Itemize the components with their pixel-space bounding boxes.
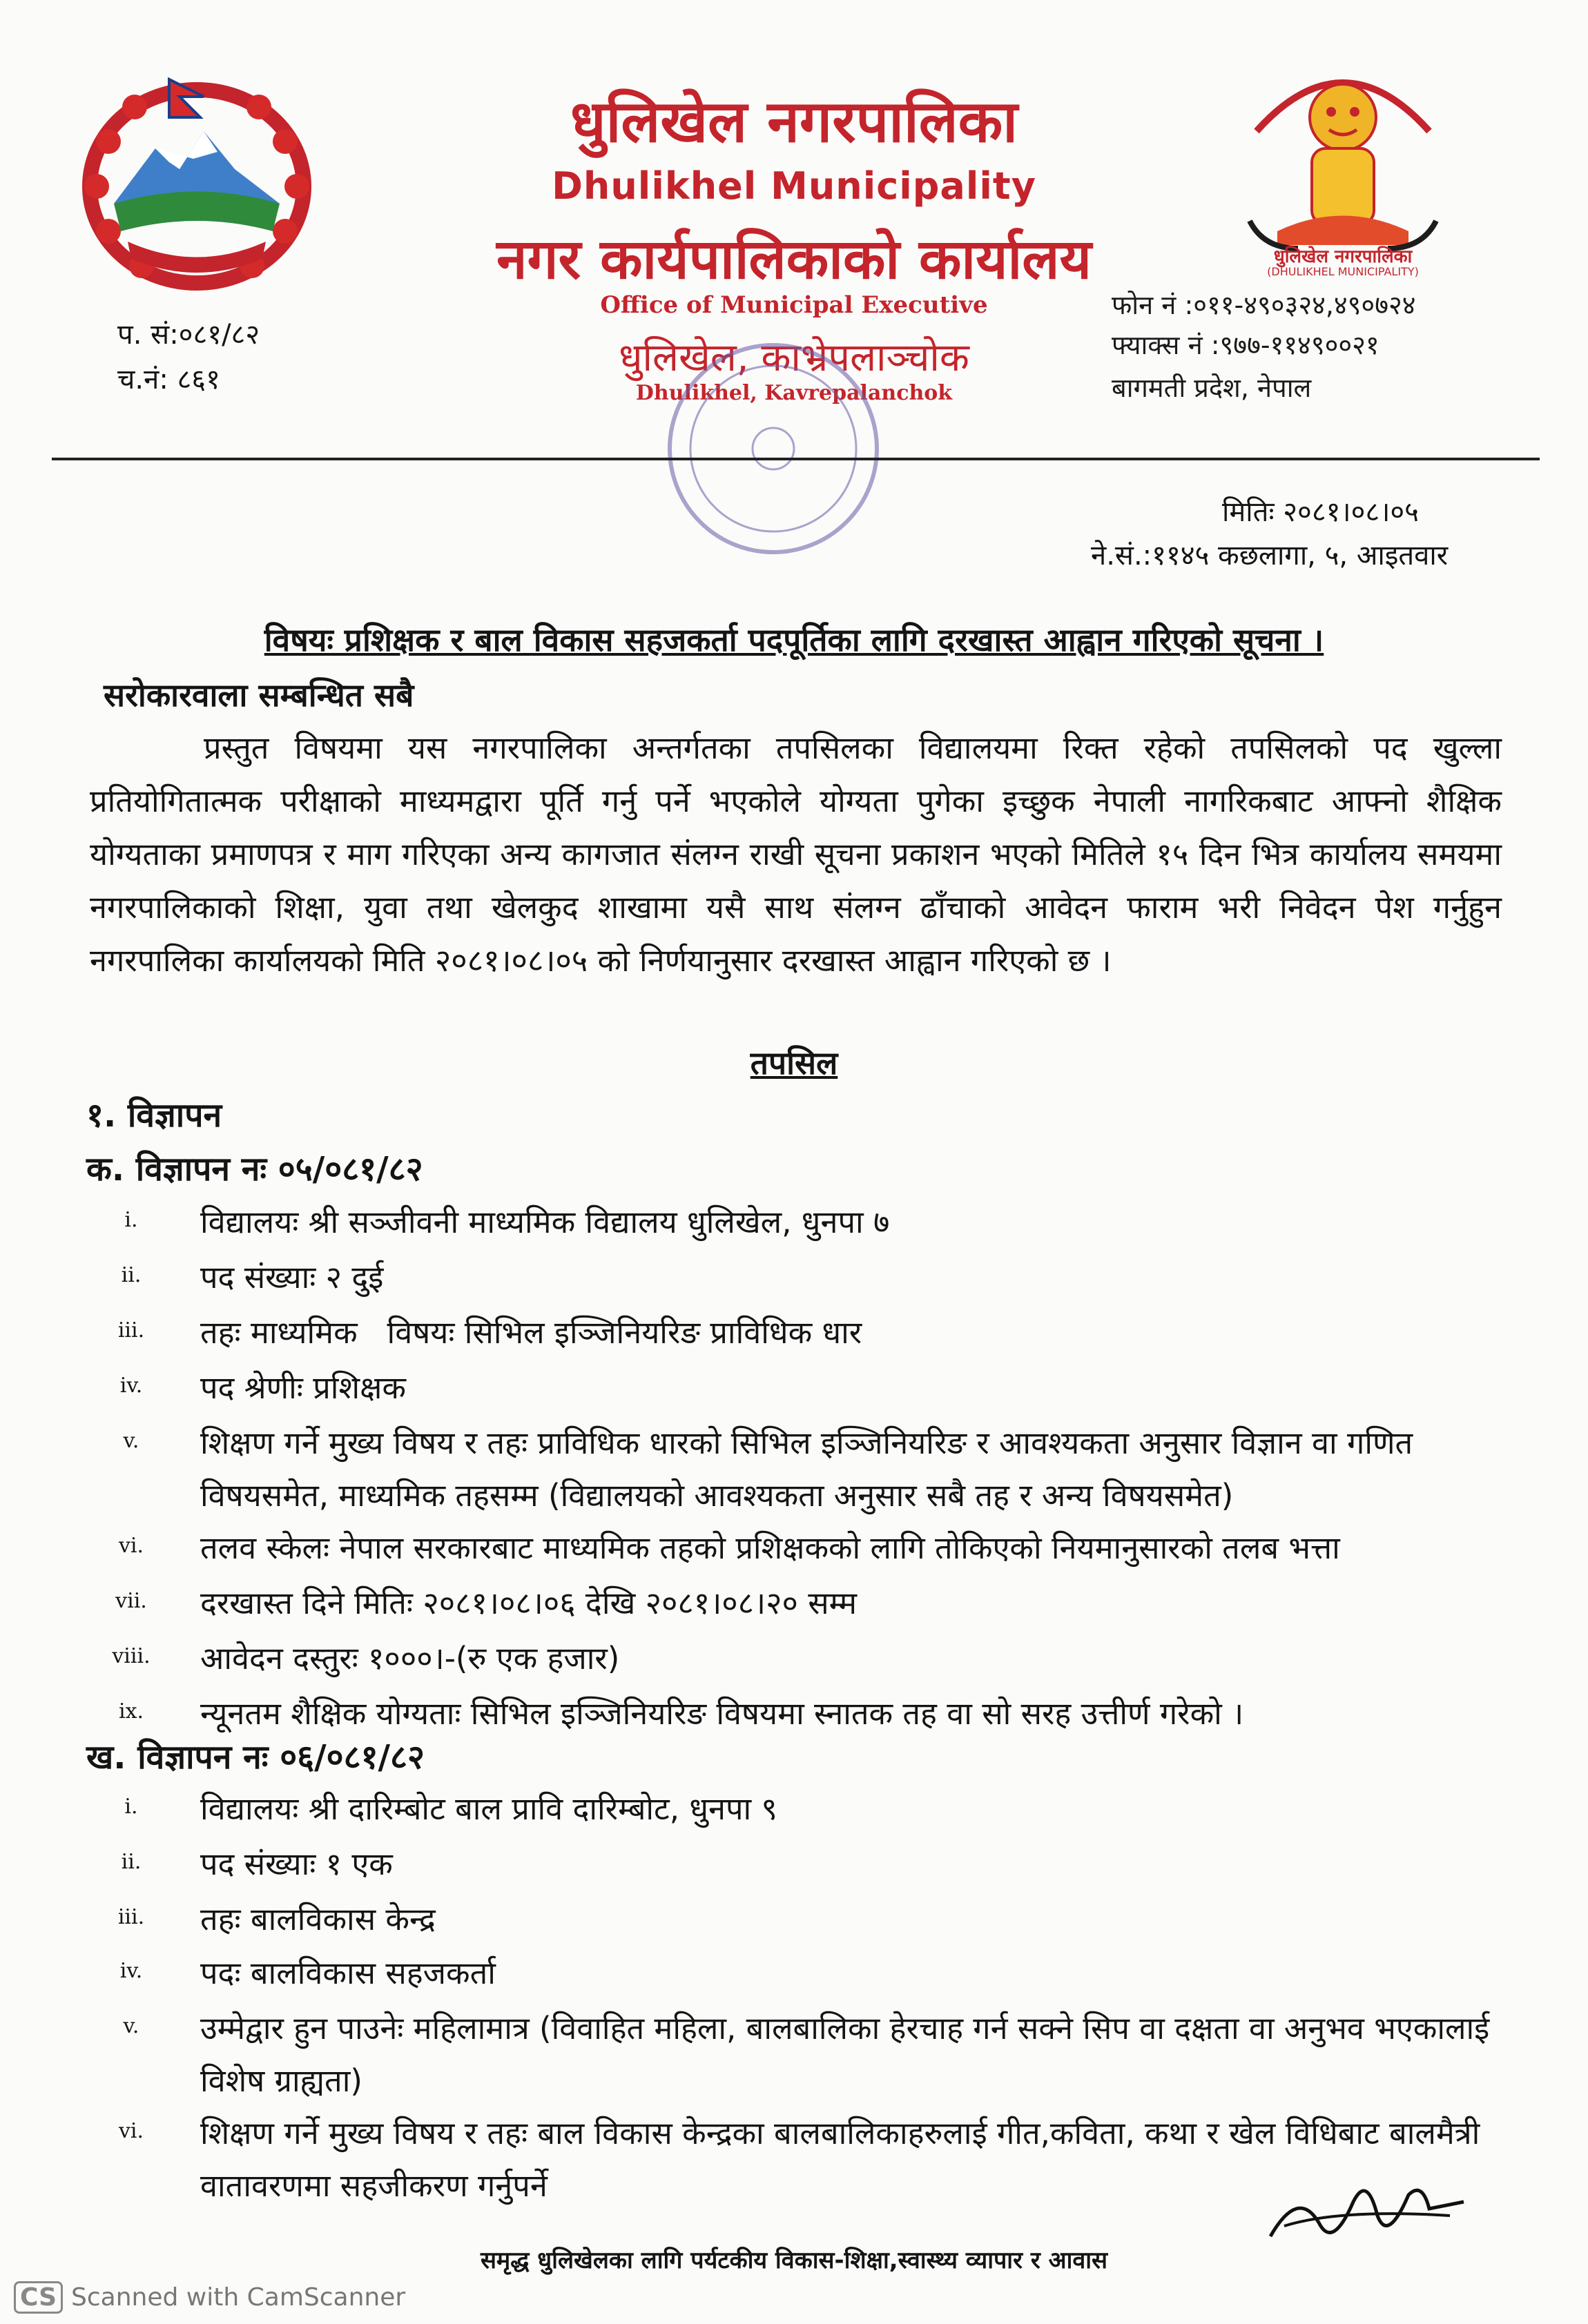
list-item: न्यूनतम शैक्षिक योग्यताः सिभिल इञ्जिनियरिङ विषयमा स्नातक तह वा सो सरह उत्तीर्ण गरेको । [200, 1695, 1244, 1732]
list-item-number: iv. [119, 1959, 143, 1983]
list-item: विद्यालयः श्री सञ्जीवनी माध्यमिक विद्यालय धुलिखेल, धुनपा ७ [200, 1204, 890, 1240]
office-name-english: Office of Municipal Executive [600, 291, 988, 319]
list-item: पद श्रेणीः प्रशिक्षक [200, 1369, 406, 1406]
list-item-number: vii. [115, 1589, 147, 1613]
list-item: शिक्षण गर्ने मुख्य विषय र तहः प्राविधिक धारको सिभिल इञ्जिनियरिङ र आवश्यकता अनुसार विज्ञान वा गणित विषयसमेत, माध्यमिक तहसम्म (विद्यालयको आवश्यकता अनुसार सबै तह र अन्य विषयसमेत) [200, 1425, 1413, 1514]
list-item-number: vi. [118, 1534, 144, 1558]
advertisement-title: क. विज्ञापन नः ०५/०८१/८२ [86, 1150, 423, 1189]
office-stamp [621, 324, 925, 573]
camscanner-watermark [14, 2281, 405, 2314]
nepal-sambat-date: ने.सं.:११४५ कछलागा, ५, आइतवार [1091, 540, 1449, 572]
list-item: दरखास्त दिने मितिः २०८१।०८।०६ देखि २०८१।०८।२० सम्म [200, 1585, 857, 1621]
dispatch-number: च.नं: ८६१ [117, 364, 220, 396]
letter-date: मितिः २०८१।०८।०५ [1222, 496, 1419, 528]
list-item: पद संख्याः १ एक [200, 1846, 393, 1882]
list-item: शिक्षण गर्ने मुख्य विषय र तहः बाल विकास केन्द्रका बालबालिकाहरुलाई गीत,कविता, कथा र खेल विधिबाट बालमैत्री वातावरणमा सहजीकरण गर्नुपर्ने [200, 2115, 1480, 2204]
header-divider [52, 458, 1540, 460]
list-item-number: viii. [112, 1644, 151, 1668]
reference-number: प. सं:०८१/८२ [117, 319, 260, 351]
office-name-nepali: नगर कार्यपालिकाको कार्यालय [496, 227, 1092, 291]
list-item-number: i. [124, 1795, 138, 1819]
section-title-advertisement: १. विज्ञापन [86, 1096, 222, 1135]
phone-number: फोन नं :०११-४९०३२४,४९०७२४ [1112, 290, 1416, 320]
list-item: विद्यालयः श्री दारिम्बोट बाल प्रावि दारिम्बोट, धुनपा ९ [200, 1790, 777, 1827]
camscanner-icon: CS [14, 2281, 63, 2314]
list-item: तलव स्केलः नेपाल सरकारबाट माध्यमिक तहको प्रशिक्षकको लागि तोकिएको नियमानुसारको तलब भत्ता [200, 1530, 1340, 1566]
notice-subject: विषयः प्रशिक्षक र बाल विकास सहजकर्ता पदपूर्तिका लागि दरखास्त आह्वान गरिएको सूचना । [264, 621, 1324, 658]
address-english: Dhulikhel, Kavrepalanchok [635, 381, 953, 405]
list-item-number: iii. [117, 1905, 145, 1929]
logo-caption-nepali: धुलिखेल नगरपालिका [1273, 246, 1413, 267]
list-item-number: iii. [117, 1318, 145, 1342]
list-item-number: ix. [118, 1699, 144, 1724]
list-item: तहः बालविकास केन्द्र [200, 1901, 436, 1937]
notice-body: प्रस्तुत विषयमा यस नगरपालिका अन्तर्गतका तपसिलका विद्यालयमा रिक्त रहेको तपसिलको पद खुल्ला प्रतियोगितात्मक परीक्षाको माध्यमद्वारा पूर्ति गर्नु पर्ने भएकोले योग्यता पुगेका इच्छुक नेपाली नागरिकबाट आफ्नो शैक्षिक योग्यताका प्रमाणपत्र र माग गरिएका अन्य कागजात संलग्न राखी सूचना प्रकाशन भएको मितिले १५ दिन भित्र कार्यालय समयमा नगरपालिकाको शिक्षा, युवा तथा खेलकुद शाखामा यसै साथ संलग्न ढाँचाको आवेदन फाराम भरी निवेदन पेश गर्नुहुन नगरपालिका कार्यालयको मिति २०८१।०८।०५ को निर्णयानुसार दरखास्त आह्वान गरिएको छ । [90, 730, 1502, 979]
salutation: सरोकारवाला सम्बन्धित सबै [104, 676, 414, 714]
list-item-number: vi. [118, 2119, 144, 2143]
logo-caption-english: (DHULIKHEL MUNICIPALITY) [1267, 265, 1419, 278]
province-address: बागमती प्रदेश, नेपाल [1112, 373, 1312, 403]
details-heading: तपसिल [750, 1044, 838, 1082]
list-item-number: i. [124, 1208, 138, 1232]
list-item-number: v. [123, 2014, 139, 2038]
fax-number: फ्याक्स नं :९७७-११४९००२१ [1112, 330, 1379, 360]
footer-slogan: समृद्ध धुलिखेलका लागि पर्यटकीय विकास-शिक्षा,स्वास्थ्य व्यापार र आवास [480, 2247, 1108, 2274]
list-item: पदः बालविकास सहजकर्ता [200, 1955, 496, 1991]
list-item-number: ii. [121, 1850, 142, 1874]
list-item-number: iv. [119, 1374, 143, 1398]
list-item-number: ii. [121, 1263, 142, 1287]
municipality-name-nepali: धुलिखेल नगरपालिका [570, 88, 1018, 155]
list-item: पद संख्याः २ दुई [200, 1259, 384, 1296]
municipality-name-english: Dhulikhel Municipality [552, 164, 1036, 208]
list-item: तहः माध्यमिक विषयः सिभिल इञ्जिनियरिङ प्राविधिक धार [200, 1314, 862, 1351]
advertisement-title: ख. विज्ञापन नः ०६/०८१/८२ [86, 1738, 425, 1777]
list-item: आवेदन दस्तुरः १०००।-(रु एक हजार) [200, 1640, 620, 1677]
list-item-number: v. [123, 1429, 139, 1453]
camscanner-text: Scanned with CamScanner [71, 2283, 406, 2312]
list-item: उम्मेद्वार हुन पाउनेः महिलामात्र (विवाहित महिला, बालबालिका हेरचाह गर्न सक्ने सिप वा दक्षता वा अनुभव भएकालाई विशेष ग्राह्यता) [200, 2010, 1490, 2099]
address-nepali: धुलिखेल, काभ्रेपलाञ्चोक [619, 335, 969, 380]
